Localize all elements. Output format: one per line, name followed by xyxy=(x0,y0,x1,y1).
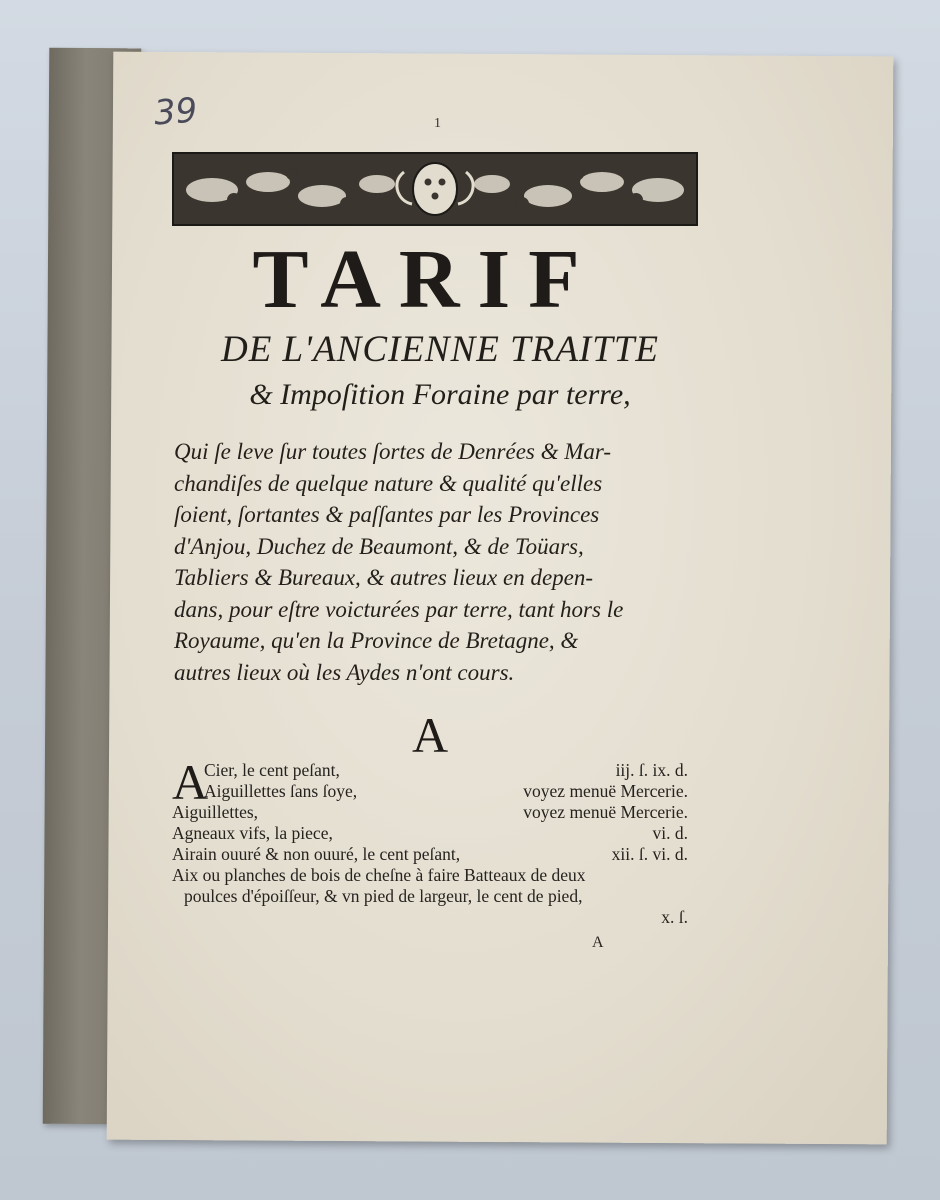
description-line: ſoient, ſortantes & paſſantes par les Provinces xyxy=(174,502,600,527)
entry-label: Aiguillettes ſans ſoye, xyxy=(204,781,358,801)
tariff-entry xyxy=(172,781,688,802)
description-line: d'Anjou, Duchez de Beaumont, & de Toüars, xyxy=(174,533,584,559)
handwritten-folio-mark: 39 xyxy=(152,90,199,134)
description-line: Qui ſe leve ſur toutes ſortes de Denrées & Mar- xyxy=(174,439,612,464)
title-description xyxy=(174,436,704,688)
entry-value: voyez menuë Mercerie. xyxy=(523,802,688,822)
description-line: chandiſes de quelque nature & qualité qu'elles xyxy=(174,470,603,496)
section-letter-heading: A xyxy=(411,707,449,763)
tariff-entry-continuation xyxy=(172,886,688,907)
tariff-entry-list xyxy=(172,754,688,928)
entry-label: Aiguillettes, xyxy=(172,802,259,822)
document-subtitle-continuation: & Impoſition Foraine par terre, xyxy=(249,378,631,411)
tariff-entry xyxy=(172,760,688,781)
entry-label: Aix ou planches de bois de cheſne à faire Batteaux de deux xyxy=(172,865,586,885)
entry-label: Airain ouuré & non ouuré, le cent peſant, xyxy=(172,844,461,864)
drop-cap-letter: A xyxy=(172,754,209,810)
tariff-entry xyxy=(172,823,688,844)
ornamental-headpiece-icon xyxy=(172,152,698,226)
description-line: autres lieux où les Aydes n'ont cours. xyxy=(174,659,515,685)
entry-label: Cier, le cent peſant, xyxy=(204,760,340,780)
description-line: Royaume, qu'en la Province de Bretagne, & xyxy=(174,628,579,653)
catchword: A xyxy=(592,934,604,951)
description-line: dans, pour eſtre voicturées par terre, tant hors le xyxy=(174,596,624,622)
tariff-entry xyxy=(172,865,688,886)
entry-label: Agneaux vifs, la piece, xyxy=(172,823,333,843)
entry-value: voyez menuë Mercerie. xyxy=(523,781,688,801)
tariff-entry xyxy=(172,844,688,865)
tariff-entry-value-line xyxy=(172,907,688,928)
description-line: Tabliers & Bureaux, & autres lieux en depen- xyxy=(174,565,594,590)
entry-value: vi. d. xyxy=(652,823,688,843)
tariff-entry xyxy=(172,802,688,823)
entry-value: xii. ſ. vi. d. xyxy=(611,844,688,864)
entry-label: poulces d'époiſſeur, & vn pied de largeur, le cent de pied, xyxy=(184,886,583,906)
entry-value: iij. ſ. ix. d. xyxy=(615,760,688,780)
entry-value: x. ſ. xyxy=(661,907,688,927)
page-number: 1 xyxy=(434,116,441,131)
document-title: TARIF xyxy=(252,233,598,326)
document-subtitle: DE L'ANCIENNE TRAITTE xyxy=(220,329,659,370)
